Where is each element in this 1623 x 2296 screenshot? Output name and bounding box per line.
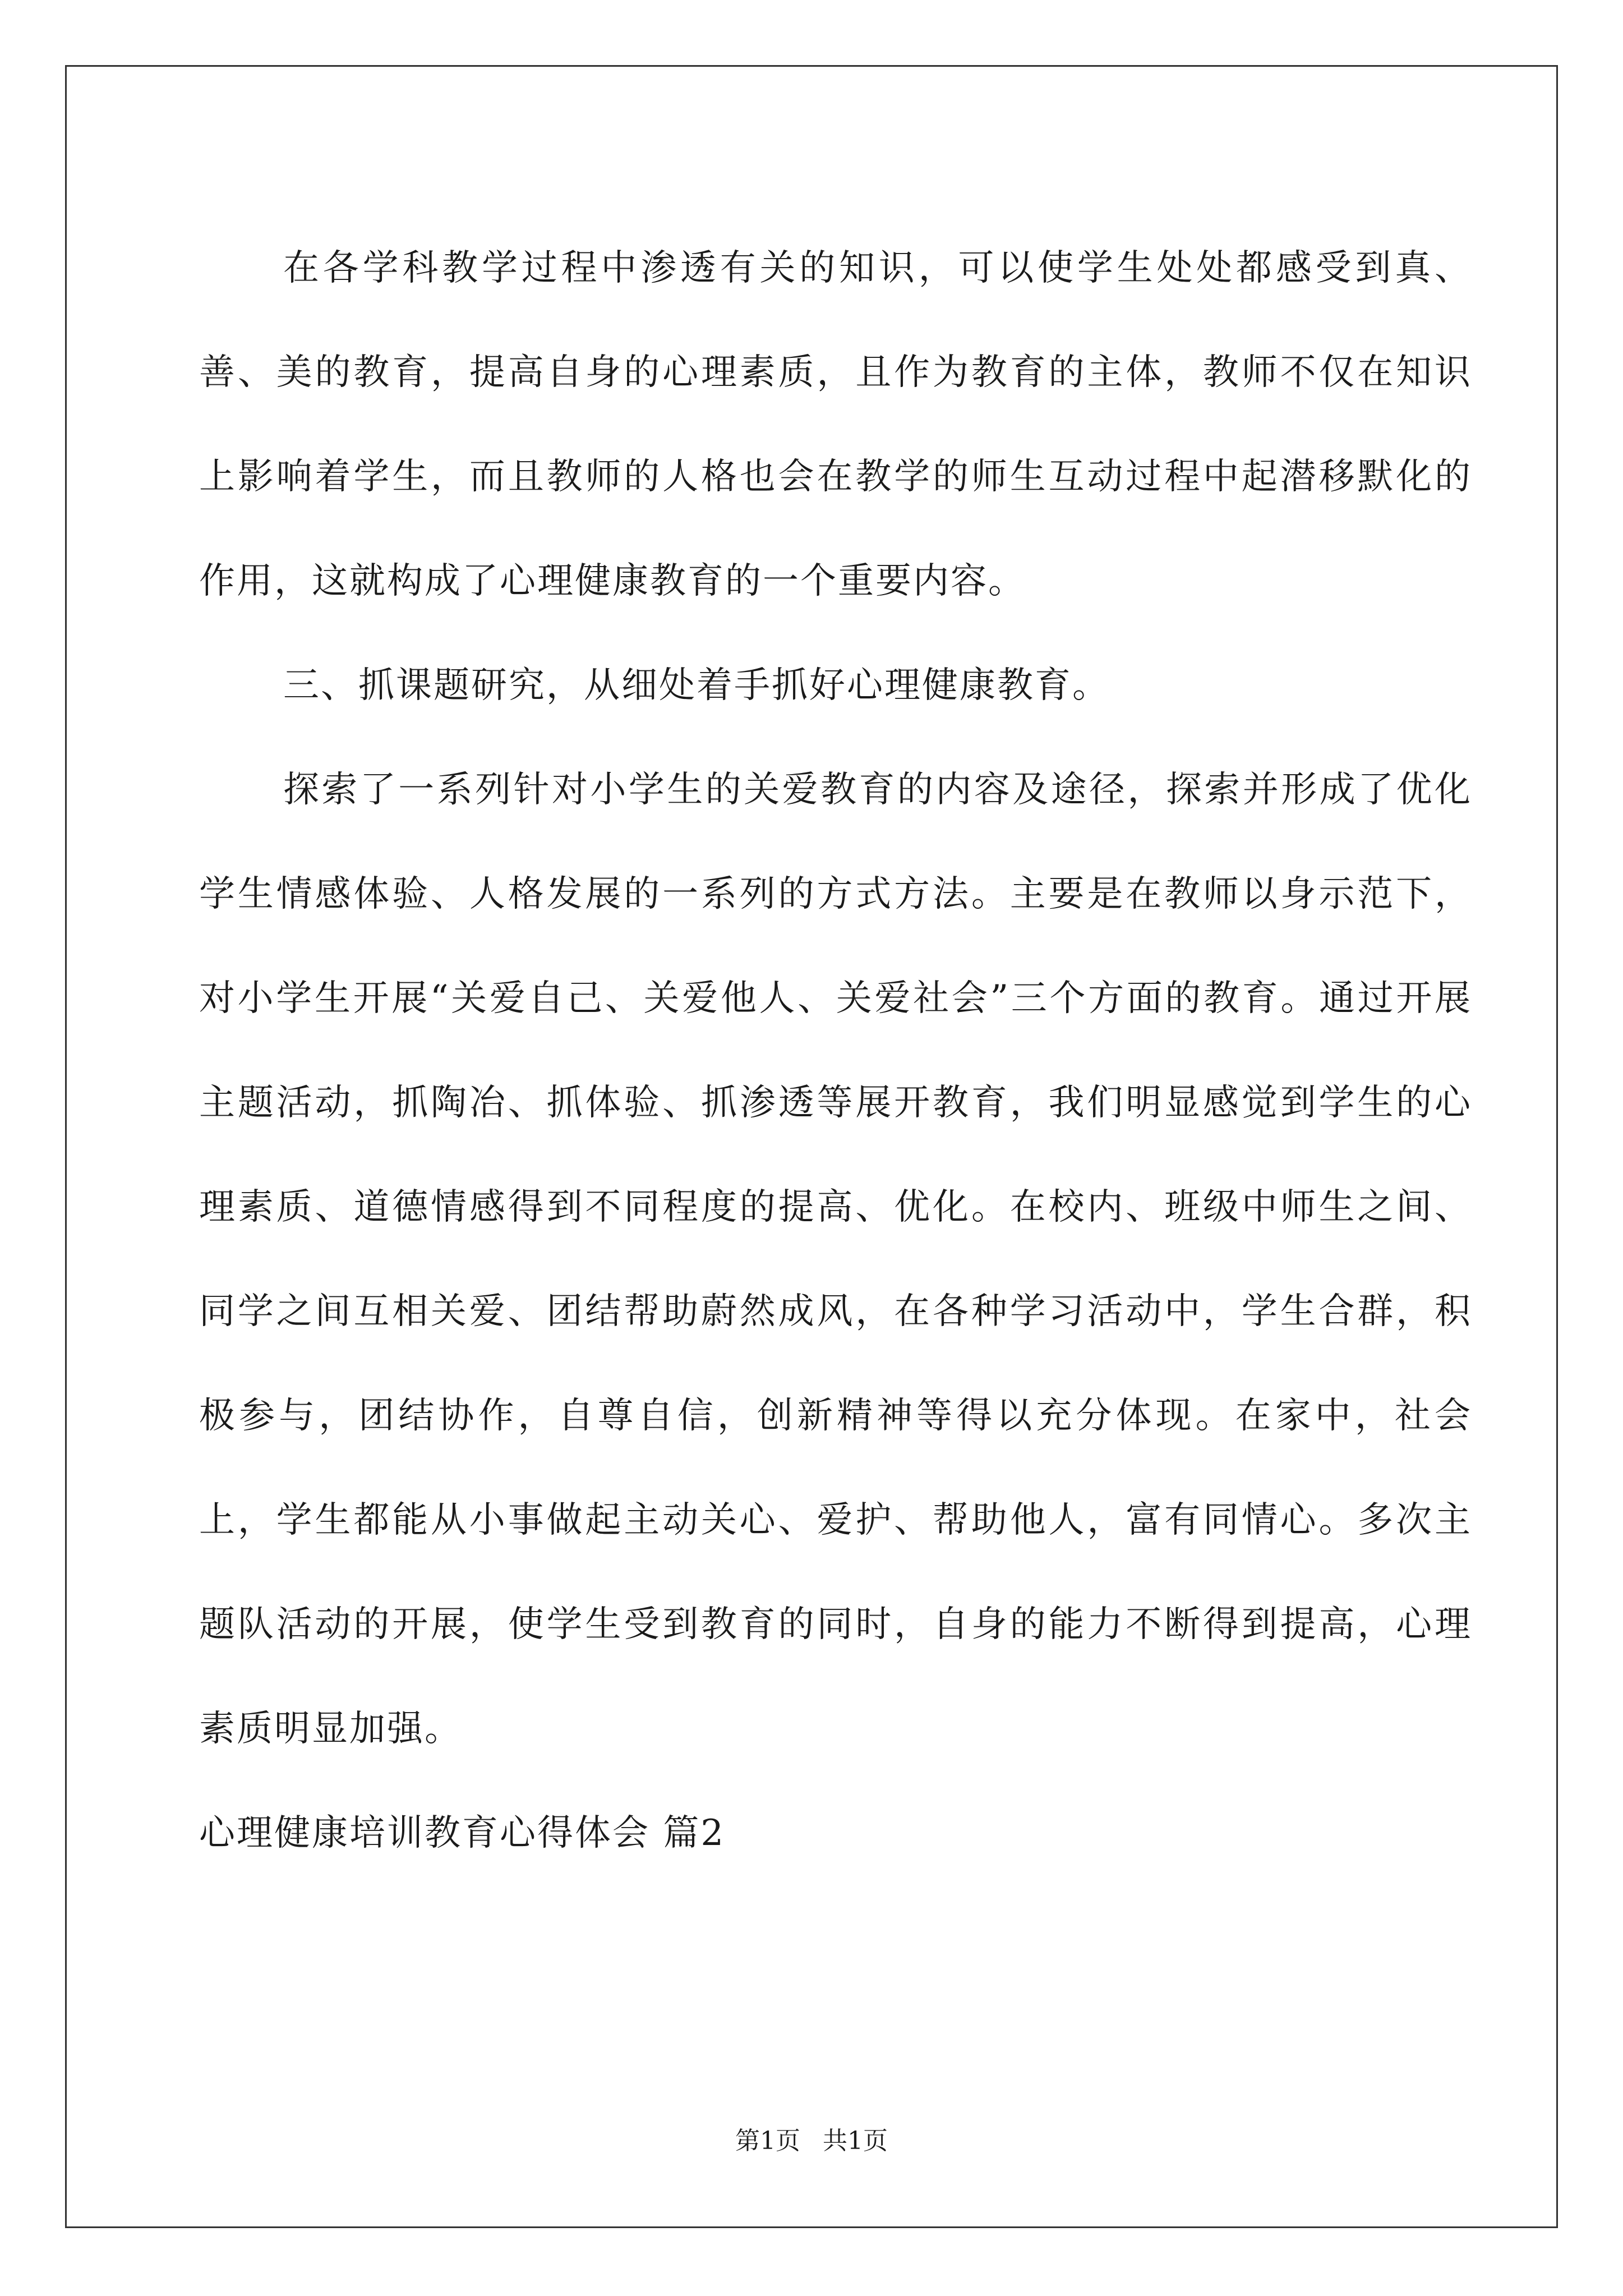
- paragraph-2: 三、抓课题研究，从细处着手抓好心理健康教育。: [283, 665, 1110, 706]
- document-body: [199, 216, 1472, 1885]
- page-number-current: 第1页: [735, 2127, 800, 2155]
- page-number-total: 共1页: [823, 2127, 888, 2155]
- paragraph-3: 探索了一系列针对小学生的关爱教育的内容及途径，探索并形成了优化学生情感体验、人格发展的一系列的方式方法。主要是在教师以身示范下，对小学生开展“关爱自己、关爱他人、关爱社会”三个方面的教育。通过开展主题活动，抓陶冶、抓体验、抓渗透等展开教育，我们明显感觉到学生的心理素质、道德情感得到不同程度的提高、优化。在校内、班级中师生之间、同学之间互相关爱、团结帮助蔚然成风，在各种学习活动中，学生合群，积极参与，团结协作，自尊自信，创新精神等得以充分体现。在家中，社会上，学生都能从小事做起主动关心、爱护、帮助他人，富有同情心。多次主题队活动的开展，使学生受到教育的同时，自身的能力不断得到提高，心理素质明显加强。: [199, 769, 1472, 1750]
- paragraph-1: 在各学科教学过程中渗透有关的知识，可以使学生处处都感受到真、善、美的教育，提高自身的心理素质，且作为教育的主体，教师不仅在知识上影响着学生，而且教师的人格也会在教学的师生互动过程中起潜移默化的作用，这就构成了心理健康教育的一个重要内容。: [199, 247, 1472, 602]
- section-heading: 心理健康培训教育心得体会 篇2: [199, 1812, 726, 1854]
- page-footer: [0, 2120, 1623, 2156]
